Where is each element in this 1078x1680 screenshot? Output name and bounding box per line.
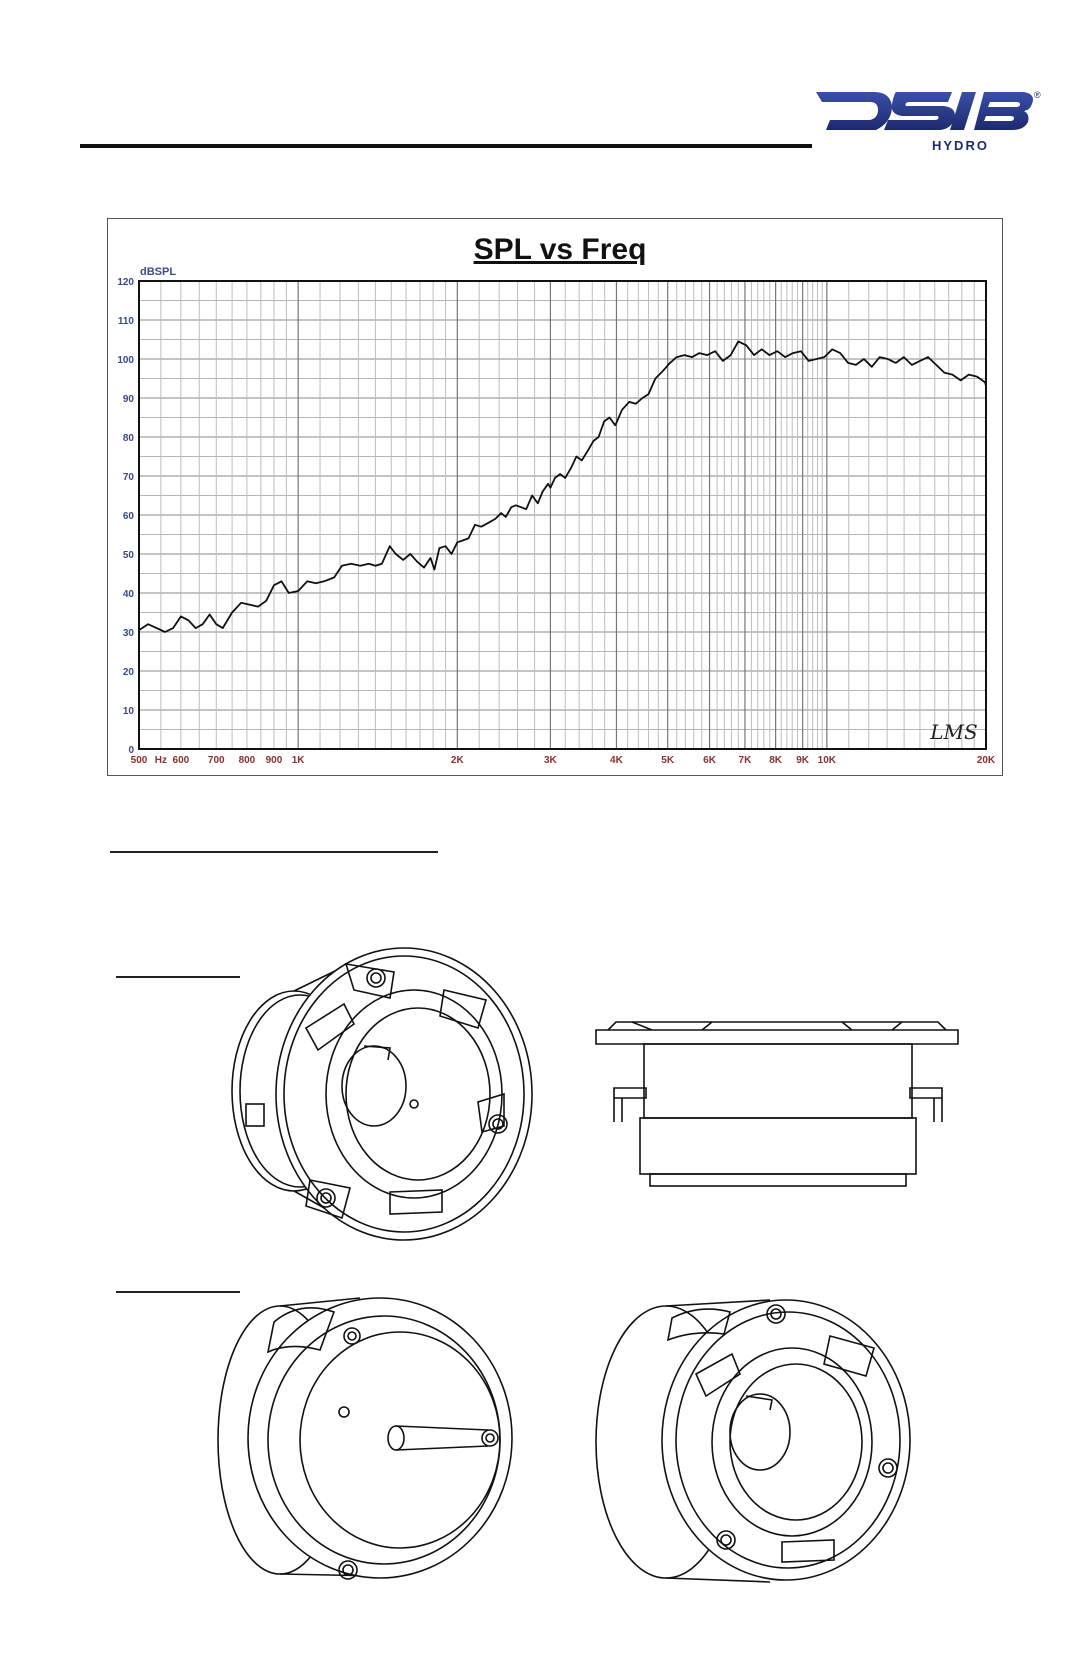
- y-tick-label: 40: [122, 589, 134, 600]
- x-tick-label: 600: [172, 755, 190, 766]
- y-tick-label: 20: [122, 667, 134, 678]
- tweeter-side-view-drawing: [592, 1010, 962, 1194]
- logo-subtitle: HYDRO: [932, 138, 989, 153]
- blank-underline: [110, 851, 438, 853]
- surface-mount-cup-drawing: [210, 1290, 514, 1582]
- x-tick-label: 1K: [291, 755, 305, 766]
- y-tick-label: 110: [117, 316, 134, 327]
- chart-title: SPL vs Freq: [473, 233, 647, 266]
- y-tick-label: 0: [128, 745, 134, 756]
- y-tick-label: 50: [122, 550, 134, 561]
- y-tick-label: 60: [122, 511, 134, 522]
- x-tick-label: 6K: [703, 755, 716, 766]
- x-tick-label: 9K: [796, 755, 810, 766]
- y-tick-label: 120: [117, 277, 134, 288]
- x-tick-label: 2K: [450, 755, 464, 766]
- x-tick-label: 5K: [661, 755, 675, 766]
- spl-series-line: [139, 341, 986, 632]
- x-tick-label: 10K: [817, 755, 837, 766]
- ds18-hydro-logo: [812, 86, 1041, 158]
- y-tick-label: 30: [122, 628, 134, 639]
- x-tick-label: 7K: [738, 755, 752, 766]
- y-tick-label: 100: [117, 355, 134, 366]
- y-axis-label: dBSPL: [140, 266, 177, 278]
- lms-watermark: LMS: [930, 720, 978, 744]
- x-tick-label: 3K: [544, 755, 557, 766]
- y-tick-label: 90: [122, 394, 134, 405]
- spl-chart-svg: [108, 219, 1004, 777]
- x-tick-label: 20K: [976, 755, 996, 766]
- tweeter-front-angle-drawing: [214, 936, 532, 1248]
- spl-chart: [107, 218, 1003, 776]
- tweeter-in-cup-drawing: [590, 1290, 910, 1582]
- x-tick-label: 500: [130, 755, 148, 766]
- y-tick-label: 80: [122, 433, 134, 444]
- x-tick-label: 900: [265, 755, 283, 766]
- header-rule: [80, 144, 812, 148]
- y-tick-label: 70: [122, 472, 134, 483]
- x-tick-label: 800: [238, 755, 256, 766]
- x-tick-label: Hz: [154, 755, 168, 766]
- x-tick-label: 700: [207, 755, 225, 766]
- registered-mark: ®: [1034, 90, 1041, 100]
- x-tick-label: 4K: [610, 755, 623, 766]
- y-tick-label: 10: [122, 706, 134, 717]
- x-tick-label: 8K: [769, 755, 783, 766]
